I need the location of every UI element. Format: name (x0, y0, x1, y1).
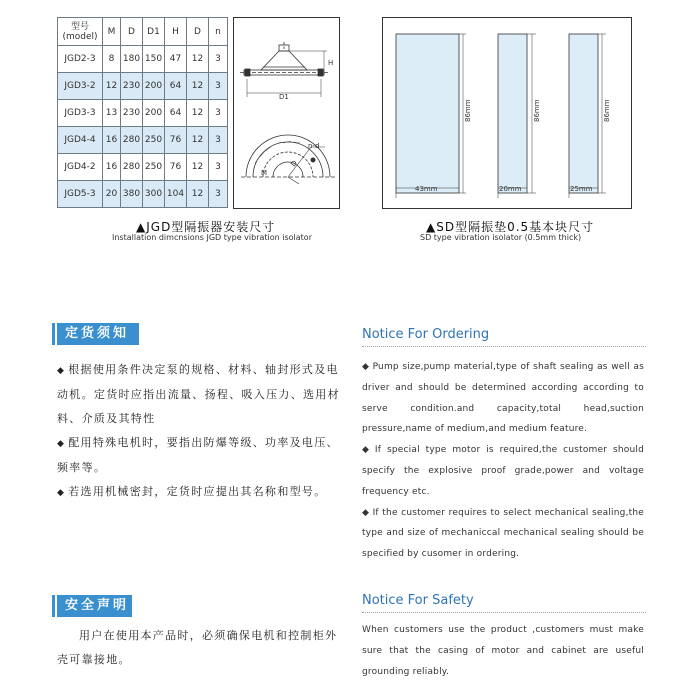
cell-value: 13 (103, 100, 121, 127)
cell-value: 380 (121, 181, 143, 208)
cell-value: 12 (187, 181, 209, 208)
cell-value: 250 (143, 154, 165, 181)
ordering-heading-en: Notice For Ordering (362, 327, 490, 342)
cell-value: 12 (103, 73, 121, 100)
model-header-en: (model) (62, 31, 98, 42)
safety-zh-text: 用户在使用本产品时，必须确保电机和控制柜外壳可靠接地。 (57, 629, 338, 666)
cell-value: 3 (209, 181, 228, 208)
cell-model: JGD4-4 (58, 127, 103, 154)
cell-value: 76 (165, 154, 187, 181)
sd-caption-zh: ▲SD型隔振垫0.5基本块尺寸 (426, 220, 595, 234)
cell-value: 64 (165, 73, 187, 100)
sd-pad-drawing (382, 17, 632, 209)
jgd-isolator-drawing (233, 17, 340, 209)
pad-3-height-label: 86mm (603, 99, 611, 122)
header-h: H (165, 18, 187, 46)
table-row (58, 127, 228, 154)
cell-model: JGD5-3 (58, 181, 103, 208)
header-d1: D1 (143, 18, 165, 46)
safety-en-text: When customers use the product ,customers must make sure that the casing of motor and cabinet are useful grounding reliably. (362, 625, 644, 677)
drawing-frame (234, 18, 340, 209)
label-d1: D1 (279, 93, 289, 101)
cell-model: JGD3-3 (58, 100, 103, 127)
cell-value: 230 (121, 73, 143, 100)
cell-value: 12 (187, 100, 209, 127)
cell-value: 3 (209, 100, 228, 127)
spec-table (57, 17, 228, 208)
cell-model: JGD3-2 (58, 73, 103, 100)
pad-1-width-label: 43mm (415, 185, 438, 193)
cell-value: 47 (165, 46, 187, 73)
cell-model: JGD2-3 (58, 46, 103, 73)
cell-value: 3 (209, 73, 228, 100)
bullet-icon: ◆ (362, 362, 370, 372)
label-m: M (261, 169, 268, 177)
cell-model: JGD4-2 (58, 154, 103, 181)
cell-value: 16 (103, 154, 121, 181)
list-item: ◆ If the customer requires to select mechanical sealing,the type and size of mechaniccal mechanical sealing should be specified by cusomer in ordering. (362, 507, 644, 560)
pad-3-width-label: 25mm (570, 185, 593, 193)
spec-table-header (58, 18, 228, 46)
cell-value: 180 (121, 46, 143, 73)
cell-value: 3 (209, 127, 228, 154)
cell-value: 12 (187, 46, 209, 73)
cell-value: 280 (121, 154, 143, 181)
cell-value: 230 (121, 100, 143, 127)
cell-value: 12 (187, 73, 209, 100)
cell-value: 3 (209, 46, 228, 73)
jgd-caption-en: Installation dimcnsions JGD type vibration isolator (112, 233, 312, 242)
model-header (58, 18, 103, 46)
bullet-icon: ◆ (362, 445, 372, 456)
cell-value: 150 (143, 46, 165, 73)
bullet-icon: ◆ (362, 507, 370, 518)
cell-value: 200 (143, 73, 165, 100)
list-item: ◆ 根据使用条件决定泵的规格、材料、轴封形式及电动机。定货时应指出流量、扬程、吸入压力、选用材料、介质及其特性 (57, 363, 340, 425)
pad-2-width-label: 20mm (499, 185, 522, 193)
header-m: M (103, 18, 121, 46)
cell-value: 3 (209, 154, 228, 181)
header-d-hole: D (187, 18, 209, 46)
ordering-en-text (362, 357, 644, 565)
mounting-hole (311, 158, 316, 163)
header-d: D (121, 18, 143, 46)
sd-caption-en: SD type vibration isolator (0.5mm thick) (420, 233, 582, 242)
cell-value: 12 (187, 127, 209, 154)
cell-value: 76 (165, 127, 187, 154)
list-item: ◆ 配用特殊电机时，要指出防爆等级、功率及电压、频率等。 (57, 436, 339, 474)
sd-pad-43 (396, 34, 466, 198)
table-row (58, 154, 228, 181)
pad-1-height-label: 86mm (464, 99, 472, 122)
label-d: D (289, 159, 299, 169)
jgd-caption-zh: ▲JGD型隔振器安装尺寸 (136, 220, 276, 234)
bullet-icon: ◆ (57, 488, 66, 498)
pad-2-height-label: 86mm (533, 99, 541, 122)
bullet-icon: ◆ (57, 439, 66, 449)
list-item: ◆ 若选用机械密封，定货时应提出其名称和型号。 (57, 485, 327, 498)
cell-value: 12 (187, 154, 209, 181)
safety-heading-en: Notice For Safety (362, 593, 474, 608)
header-n: n (209, 18, 228, 46)
list-item: ◆ Pump size,pump material,type of shaft sealing as well as driver and should be determined according according to serve condition.and capacity,total head,suction pressure,name of medium,and medium feature. (362, 362, 645, 435)
ordering-zh-text (57, 358, 351, 505)
table-row (58, 100, 228, 127)
ordering-heading-zh: 定货须知 (57, 323, 139, 345)
ordering-heading-rule (362, 346, 646, 347)
cell-value: 250 (143, 127, 165, 154)
safety-heading-rule (362, 612, 646, 613)
safety-heading-zh: 安全声明 (57, 595, 132, 617)
table-row (58, 73, 228, 100)
cell-value: 64 (165, 100, 187, 127)
cell-value: 200 (143, 100, 165, 127)
label-nd: n-d (308, 142, 320, 150)
table-row (58, 46, 228, 73)
model-header-zh: 型号 (70, 21, 89, 32)
cell-value: 16 (103, 127, 121, 154)
cell-value: 20 (103, 181, 121, 208)
table-row (58, 181, 228, 208)
cell-value: 8 (103, 46, 121, 73)
label-h: H (328, 59, 334, 67)
list-item: ◆ If special type motor is required,the customer should specify the explosive proof grade,power and voltage frequency etc. (362, 445, 644, 497)
cell-value: 104 (165, 181, 187, 208)
bullet-icon: ◆ (57, 366, 66, 376)
cell-value: 280 (121, 127, 143, 154)
cell-value: 300 (143, 181, 165, 208)
